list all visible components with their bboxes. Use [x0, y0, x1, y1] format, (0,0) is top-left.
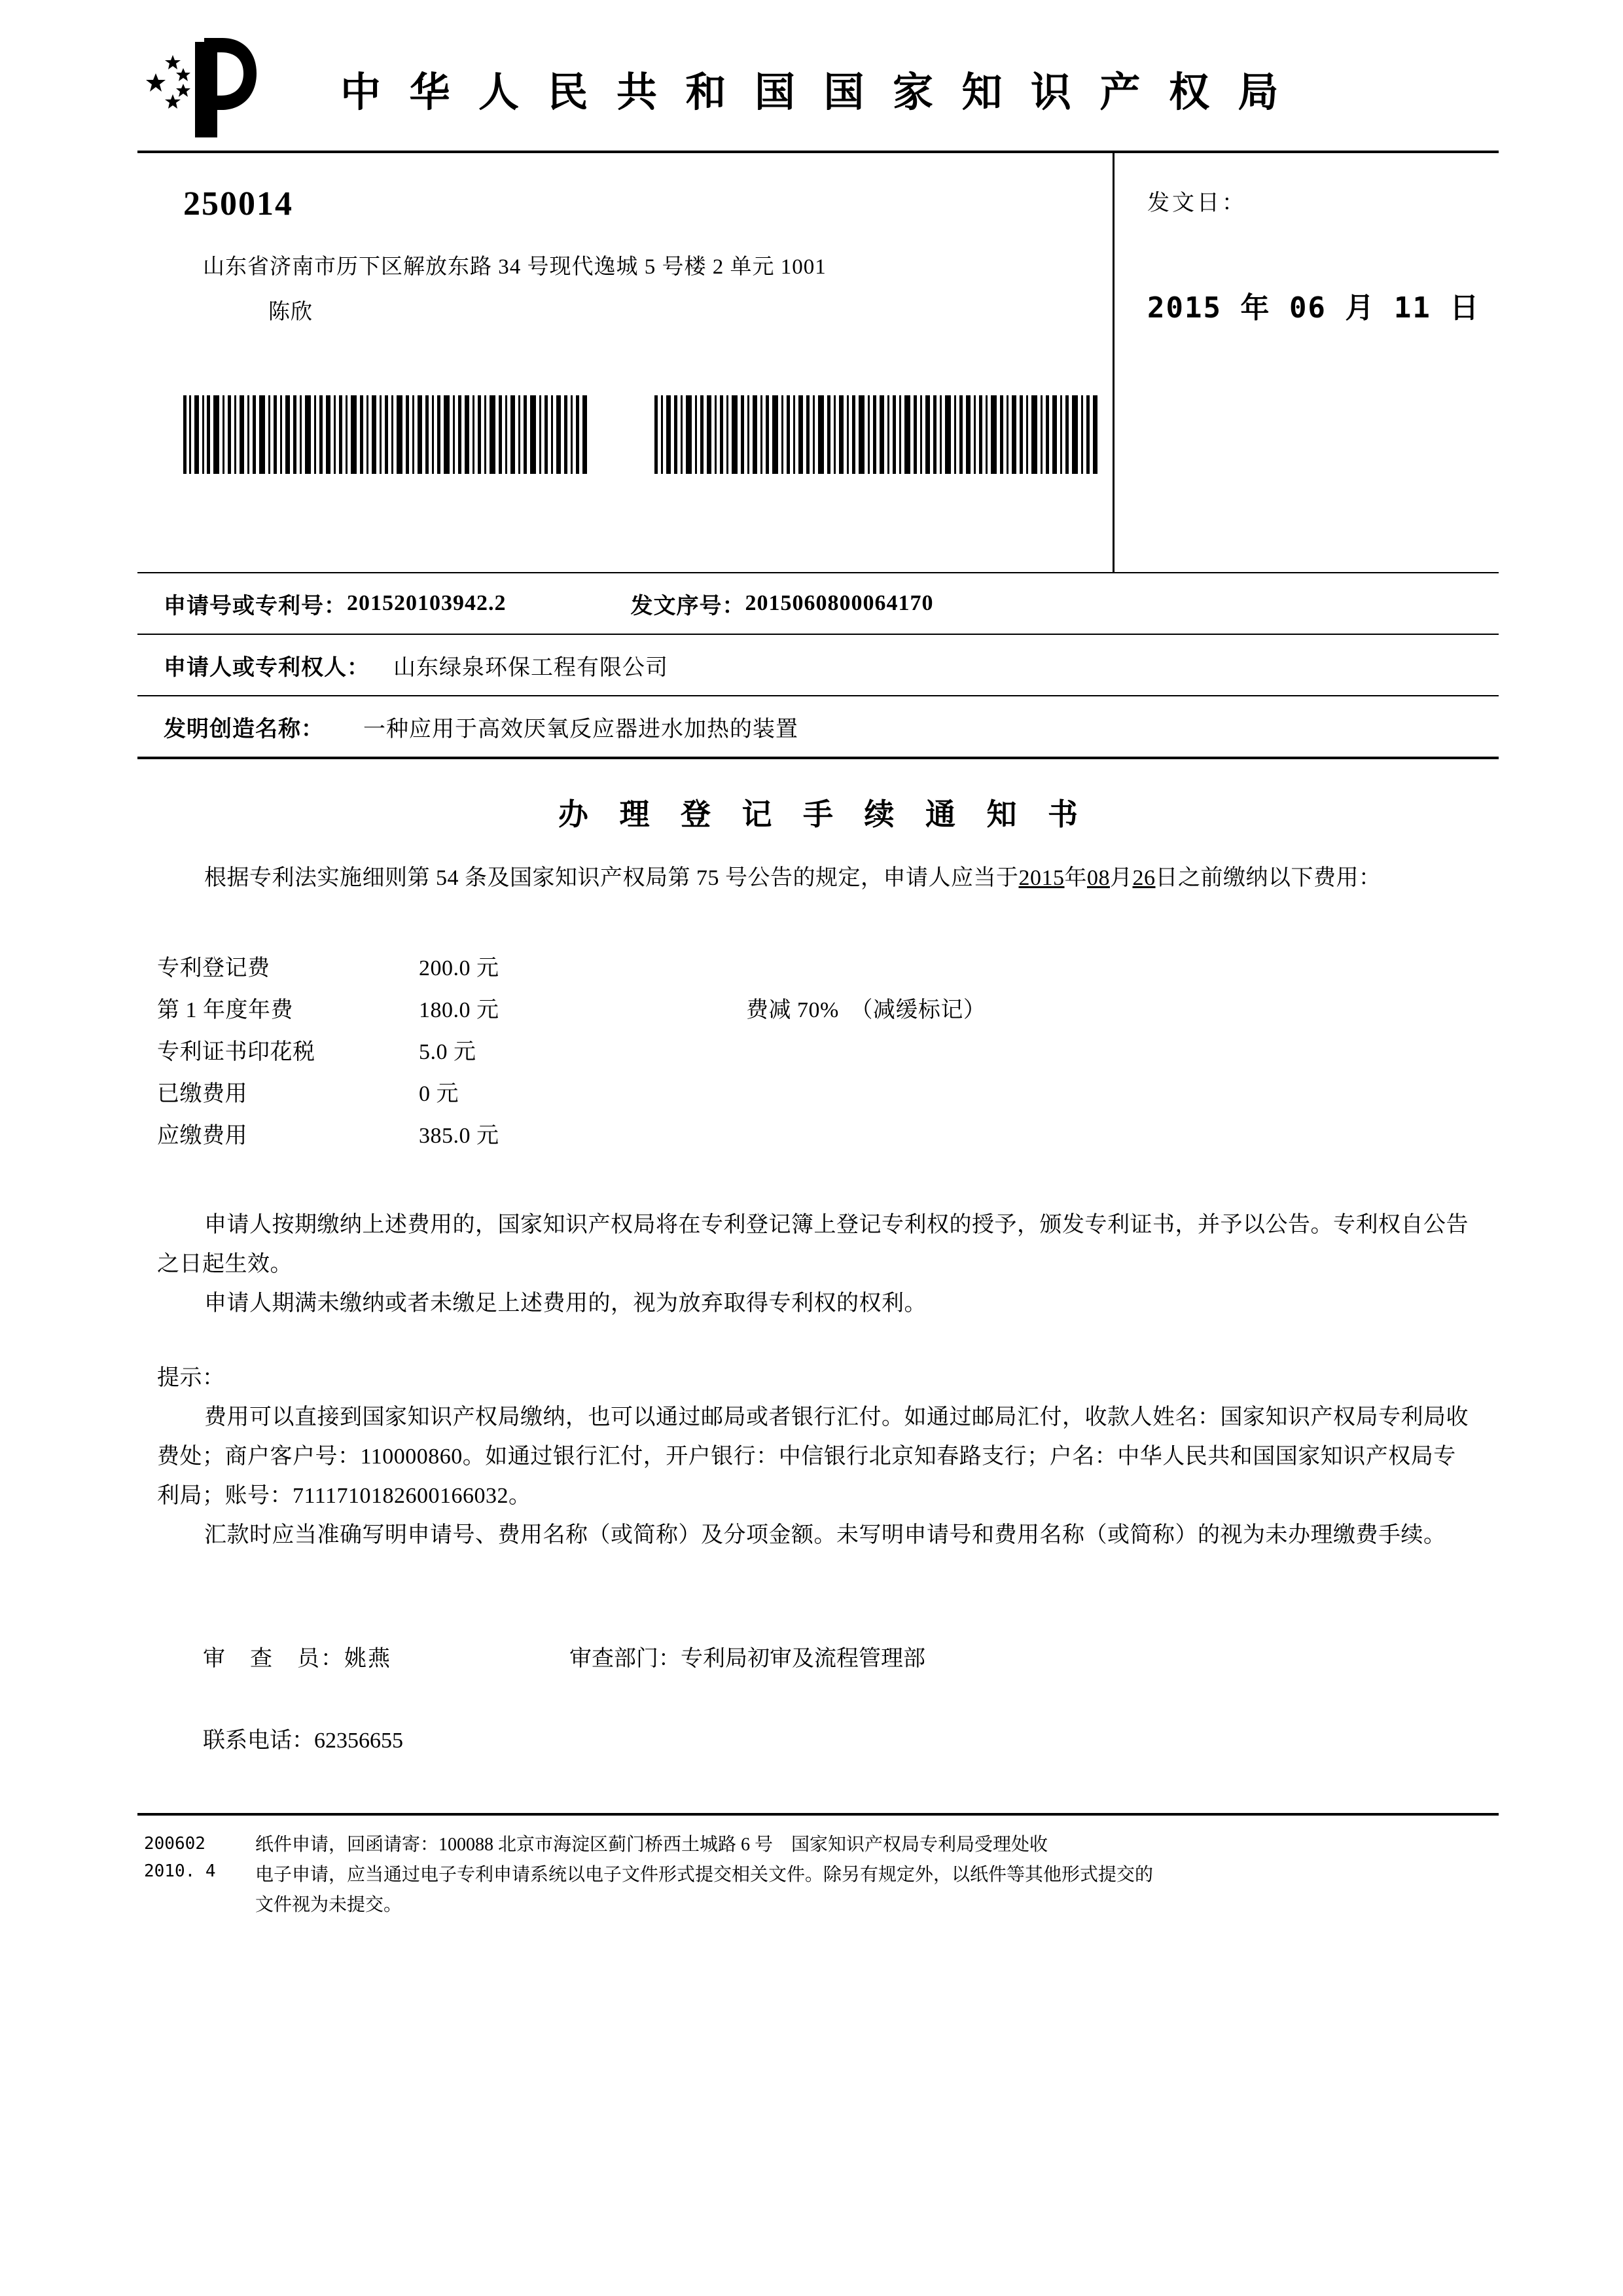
application-number-value: 201520103942.2 [347, 591, 507, 615]
fee-amount: 200.0 元 [419, 956, 499, 980]
document-body [137, 26, 1499, 1920]
application-number-row [137, 573, 1499, 634]
issue-date-block [1113, 153, 1499, 572]
serial-number-value: 2015060800064170 [745, 591, 934, 615]
intro-text-part2: 前缴纳以下费用： [1200, 866, 1382, 890]
fee-name: 专利证书印花税 [157, 1040, 315, 1064]
fee-amount: 0 元 [419, 1082, 459, 1106]
footer-text [255, 1830, 1499, 1920]
fee-name: 第 1 年度年费 [157, 998, 293, 1022]
department-value: 专利局初审及流程管理部 [681, 1647, 925, 1671]
applicant-value: 山东绿泉环保工程有限公司 [393, 655, 668, 680]
fee-name: 已缴费用 [157, 1082, 247, 1106]
table-row [157, 1117, 1472, 1158]
department-label: 审查部门： [569, 1647, 681, 1671]
phone-row [137, 1722, 1499, 1754]
table-row [157, 1075, 1472, 1117]
barcode-group [183, 395, 1099, 474]
page-title: 办 理 登 记 手 续 通 知 书 [558, 798, 1090, 831]
org-title: 中 华 人 民 共 和 国 国 家 知 识 产 权 局 [340, 70, 1288, 115]
issue-date-value: 2015 年 06 月 11 日 [1147, 291, 1480, 325]
phone-value: 62356655 [314, 1729, 403, 1753]
applicant-row [137, 635, 1499, 695]
fee-note: 费减 70% （减缓标记） [746, 998, 986, 1022]
deadline-month-unit: 月 [1110, 866, 1133, 890]
deadline-day-unit: 日之 [1155, 866, 1201, 890]
barcode-serial-number [654, 395, 1099, 474]
tip-remittance: 汇款时应当准确写明申请号、费用名称（或简称）及分项金额。未写明申请号和费用名称（或简称）的视为未办理缴费手续。 [204, 1523, 1446, 1547]
table-row [157, 949, 1472, 991]
addressee-name: 陈欣 [268, 300, 313, 324]
examiner-block [203, 1640, 569, 1672]
document-content [137, 859, 1499, 1555]
fee-amount: 385.0 元 [419, 1124, 499, 1148]
fee-table [157, 949, 1472, 1158]
fee-name: 应缴费用 [157, 1124, 247, 1148]
addressee-block [137, 153, 1113, 572]
tip-payment-methods: 费用可以直接到国家知识产权局缴纳，也可以通过邮局或者银行汇付。如通过邮局汇付，收款人姓名：国家知识产权局专利局收费处；商户客户号：110000860。如通过银行汇付，开户银行：中信银行北京知春路支行；户名：中华人民共和国国家知识产权局专利局；账号：7111710182600166032。 [157, 1405, 1469, 1508]
table-row [157, 991, 1472, 1033]
intro-paragraph [157, 859, 1472, 898]
divider-above-title [137, 757, 1499, 759]
footer-line-1: 纸件申请，回函请寄：100088 北京市海淀区蓟门桥西土城路 6 号 国家知识产权局专利局受理处收 [255, 1835, 1048, 1855]
document-header [137, 26, 1499, 151]
footer-form-codes [144, 1830, 255, 1920]
paragraph-forfeit: 申请人期满未缴纳或者未缴足上述费用的，视为放弃取得专利权的权利。 [204, 1291, 927, 1316]
address-date-block [137, 153, 1499, 572]
department-block [569, 1640, 925, 1672]
applicant-label: 申请人或专利权人： [164, 655, 370, 680]
table-row [157, 1033, 1472, 1075]
invention-label: 发明创造名称： [164, 717, 324, 742]
phone-label: 联系电话： [203, 1729, 314, 1753]
issue-date-label: 发文日： [1147, 191, 1247, 215]
examiner-value: 姚燕 [344, 1647, 391, 1671]
application-number-label: 申请号或专利号： [164, 594, 347, 619]
sipo-emblem-icon [144, 33, 275, 144]
footer-notes [137, 1816, 1499, 1920]
examiner-label: 审 查 员： [203, 1647, 344, 1671]
footer-code-2: 2010. 4 [144, 1861, 216, 1881]
intro-text-part1: 根据专利法实施细则第 54 条及国家知识产权局第 75 号公告的规定，申请人应当于 [204, 866, 1019, 890]
footer-line-3: 文件视为未提交。 [255, 1895, 402, 1915]
deadline-day: 26 [1132, 866, 1156, 890]
fee-amount: 180.0 元 [419, 998, 499, 1022]
footer-code-1: 200602 [144, 1834, 205, 1854]
serial-number-label: 发文序号： [630, 594, 745, 619]
invention-row [137, 696, 1499, 757]
deadline-month: 08 [1087, 866, 1110, 890]
tips-label: 提示： [157, 1366, 225, 1390]
deadline-year: 2015 [1018, 866, 1065, 890]
fee-amount: 5.0 元 [419, 1040, 476, 1064]
footer-line-2: 电子申请，应当通过电子专利申请系统以电子文件形式提交相关文件。除另有规定外，以纸件等其他形式提交的 [255, 1865, 1154, 1885]
postcode: 250014 [183, 185, 293, 223]
fee-name: 专利登记费 [157, 956, 270, 980]
invention-value: 一种应用于高效厌氧反应器进水加热的装置 [363, 717, 798, 742]
paragraph-grant: 申请人按期缴纳上述费用的，国家知识产权局将在专利登记簿上登记专利权的授予，颁发专利证书，并予以公告。专利权自公告之日起生效。 [157, 1213, 1469, 1276]
deadline-year-unit: 年 [1064, 866, 1087, 890]
barcode-application-number [183, 395, 589, 474]
addressee-address: 山东省济南市历下区解放东路 34 号现代逸城 5 号楼 2 单元 1001 [203, 255, 827, 279]
signature-row [137, 1640, 1499, 1672]
